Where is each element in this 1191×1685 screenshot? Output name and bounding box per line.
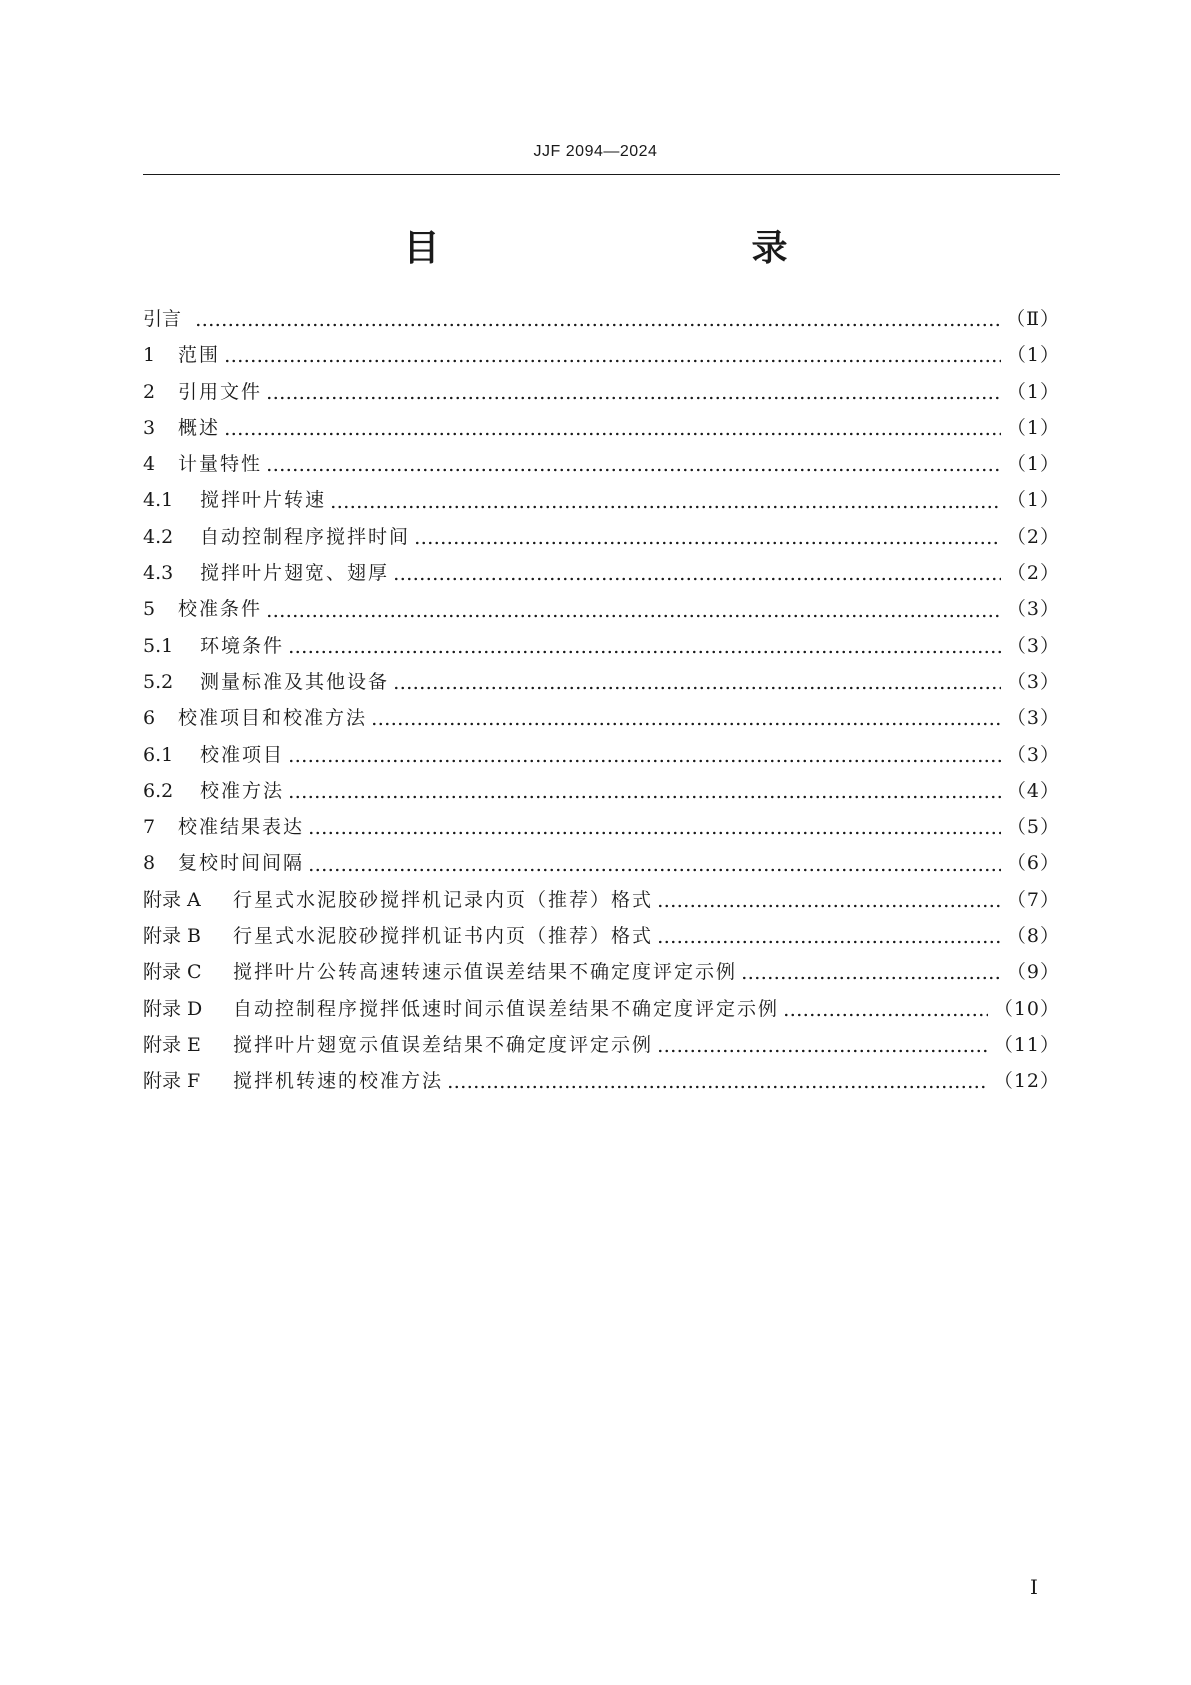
toc-dot-leader bbox=[447, 1084, 988, 1090]
toc-entry-number: 2 bbox=[143, 380, 156, 403]
toc-entry[interactable] bbox=[143, 340, 1060, 376]
toc-dot-leader bbox=[266, 395, 1001, 401]
toc-dot-leader bbox=[224, 431, 1001, 437]
toc-entry[interactable] bbox=[143, 1066, 1060, 1102]
toc-entry-title: 概述 bbox=[178, 416, 221, 439]
header-rule bbox=[143, 174, 1060, 175]
toc-entry[interactable] bbox=[143, 485, 1060, 521]
toc-entry[interactable] bbox=[143, 1030, 1060, 1066]
toc-entry-page: （9） bbox=[1006, 961, 1060, 984]
toc-entry[interactable] bbox=[143, 921, 1060, 957]
toc-entry-page: （6） bbox=[1006, 852, 1060, 875]
toc-entry-page: （11） bbox=[993, 1033, 1060, 1056]
toc-entry-title: 搅拌叶片公转高速转速示值误差结果不确定度评定示例 bbox=[233, 961, 738, 984]
toc-entry[interactable] bbox=[143, 885, 1060, 921]
toc-entry[interactable] bbox=[143, 994, 1060, 1030]
toc-dot-leader bbox=[308, 867, 1001, 873]
toc-entry-title: 测量标准及其他设备 bbox=[200, 670, 390, 693]
toc-entry-number: 5.2 bbox=[143, 670, 174, 693]
toc-entry-title: 校准方法 bbox=[200, 779, 285, 802]
toc-entry-number: 1 bbox=[143, 344, 156, 367]
toc-dot-leader bbox=[266, 613, 1001, 619]
toc-entry[interactable] bbox=[143, 848, 1060, 884]
toc-entry-page: （3） bbox=[1006, 670, 1060, 693]
toc-entry-title: 自动控制程序搅拌低速时间示值误差结果不确定度评定示例 bbox=[233, 997, 780, 1020]
toc-entry-page: （3） bbox=[1006, 707, 1060, 730]
toc-title: 目 录 bbox=[403, 228, 868, 269]
toc-entry[interactable] bbox=[143, 413, 1060, 449]
toc-entry-number: 3 bbox=[143, 416, 156, 439]
document-code-header: JJF 2094—2024 bbox=[533, 143, 658, 160]
toc-entry-page: （4） bbox=[1006, 779, 1060, 802]
toc-entry-number: 4 bbox=[143, 453, 156, 476]
toc-entry-page: （1） bbox=[1006, 489, 1060, 512]
toc-entry-title: 复校时间间隔 bbox=[178, 852, 305, 875]
toc-entry[interactable] bbox=[143, 740, 1060, 776]
toc-entry-page: （12） bbox=[993, 1070, 1060, 1093]
toc-entry[interactable] bbox=[143, 377, 1060, 413]
toc-entry-page: （8） bbox=[1006, 925, 1060, 948]
toc-dot-leader bbox=[266, 467, 1001, 473]
toc-entry-title: 范围 bbox=[178, 344, 221, 367]
toc-entry-number: 4.2 bbox=[143, 525, 174, 548]
toc-entry-page: （3） bbox=[1006, 743, 1060, 766]
toc-entry-number: 6 bbox=[143, 707, 156, 730]
toc-entry-page: （7） bbox=[1006, 888, 1060, 911]
toc-entry-page: （2） bbox=[1006, 525, 1060, 548]
toc-entry-number: 附录 E bbox=[143, 1033, 201, 1056]
toc-entry-number: 8 bbox=[143, 852, 156, 875]
toc-dot-leader bbox=[330, 504, 1001, 510]
toc-dot-leader bbox=[371, 721, 1001, 727]
toc-entry-number: 7 bbox=[143, 816, 156, 839]
toc-entry[interactable] bbox=[143, 631, 1060, 667]
toc-entry[interactable] bbox=[143, 776, 1060, 812]
toc-dot-leader bbox=[288, 758, 1001, 764]
toc-entry-page: （5） bbox=[1006, 816, 1060, 839]
toc-dot-leader bbox=[393, 576, 1001, 582]
toc-dot-leader bbox=[308, 830, 1001, 836]
toc-dot-leader bbox=[657, 903, 1001, 909]
toc-dot-leader bbox=[414, 540, 1001, 546]
toc-entry-number: 6.2 bbox=[143, 779, 174, 802]
page-number: I bbox=[1030, 1575, 1038, 1599]
toc-entry-number: 附录 A bbox=[143, 888, 201, 911]
toc-entry-number: 5.1 bbox=[143, 634, 174, 657]
toc-entry-title: 行星式水泥胶砂搅拌机证书内页（推荐）格式 bbox=[233, 925, 654, 948]
toc-entry-page: （3） bbox=[1006, 598, 1060, 621]
toc-entry-number: 附录 D bbox=[143, 997, 203, 1020]
toc-entry[interactable] bbox=[143, 558, 1060, 594]
toc-entry-title: 校准结果表达 bbox=[178, 816, 305, 839]
toc-entry-title: 引用文件 bbox=[178, 380, 263, 403]
toc-entry-page: （2） bbox=[1006, 562, 1060, 585]
toc-entry-title: 环境条件 bbox=[200, 634, 285, 657]
toc-entry-page: （1） bbox=[1006, 344, 1060, 367]
toc-entry-title: 自动控制程序搅拌时间 bbox=[200, 525, 411, 548]
toc-entry[interactable] bbox=[143, 957, 1060, 993]
toc-dot-leader bbox=[288, 649, 1001, 655]
toc-entry-number: 5 bbox=[143, 598, 156, 621]
toc-entry[interactable] bbox=[143, 304, 1060, 340]
toc-entry-title: 行星式水泥胶砂搅拌机记录内页（推荐）格式 bbox=[233, 888, 654, 911]
toc-entry-title: 计量特性 bbox=[178, 453, 263, 476]
toc-dot-leader bbox=[224, 358, 1001, 364]
toc-entry-number: 附录 F bbox=[143, 1070, 201, 1093]
toc-entry[interactable] bbox=[143, 812, 1060, 848]
toc-entry-number: 引言 bbox=[143, 308, 182, 330]
toc-entry-page: （Ⅱ） bbox=[1006, 308, 1060, 330]
toc-entry-page: （1） bbox=[1006, 453, 1060, 476]
toc-entry-page: （1） bbox=[1006, 416, 1060, 439]
toc-entry-page: （3） bbox=[1006, 634, 1060, 657]
toc-entry-number: 附录 C bbox=[143, 961, 202, 984]
toc-entry[interactable] bbox=[143, 703, 1060, 739]
toc-dot-leader bbox=[783, 1012, 988, 1018]
toc-entry-number: 6.1 bbox=[143, 743, 174, 766]
toc-list bbox=[143, 304, 1060, 1103]
toc-entry-page: （10） bbox=[993, 997, 1060, 1020]
toc-entry-page: （1） bbox=[1006, 380, 1060, 403]
toc-dot-leader bbox=[657, 939, 1001, 945]
toc-dot-leader bbox=[393, 685, 1001, 691]
toc-entry-title: 校准项目 bbox=[200, 743, 285, 766]
toc-dot-leader bbox=[195, 322, 1000, 328]
toc-entry[interactable] bbox=[143, 522, 1060, 558]
toc-entry-number: 4.1 bbox=[143, 489, 174, 512]
toc-dot-leader bbox=[741, 975, 1001, 981]
toc-entry-title: 搅拌机转速的校准方法 bbox=[233, 1070, 444, 1093]
toc-entry-number: 附录 B bbox=[143, 925, 202, 948]
toc-dot-leader bbox=[288, 794, 1001, 800]
toc-entry-number: 4.3 bbox=[143, 562, 174, 585]
toc-entry-title: 搅拌叶片翅宽、翅厚 bbox=[200, 562, 390, 585]
toc-entry[interactable] bbox=[143, 449, 1060, 485]
toc-entry[interactable] bbox=[143, 667, 1060, 703]
toc-entry-title: 搅拌叶片翅宽示值误差结果不确定度评定示例 bbox=[233, 1033, 654, 1056]
toc-entry-title: 校准条件 bbox=[178, 598, 263, 621]
toc-entry-title: 搅拌叶片转速 bbox=[200, 489, 327, 512]
toc-entry-title: 校准项目和校准方法 bbox=[178, 707, 368, 730]
toc-entry[interactable] bbox=[143, 594, 1060, 630]
toc-dot-leader bbox=[657, 1048, 988, 1054]
